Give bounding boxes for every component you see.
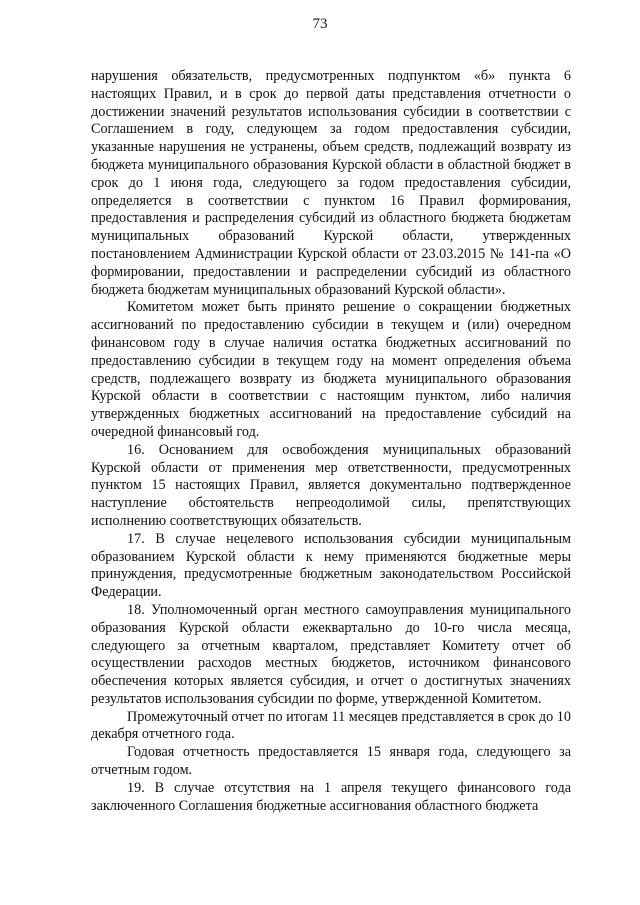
paragraph-annual-report: Годовая отчетность предоставляется 15 января года, следующего за отчетным годом. bbox=[91, 744, 571, 779]
paragraph-committee-decision: Комитетом может быть принято решение о сокращении бюджетных ассигнований по предоставлению субсидии в текущем и (или) очередном финансовом году в случае наличия остатка бюджетных ассигнований по предоставлению субсидии в текущем году на момент определения объема средств, подлежащего возврату из бюджета муниципального образования Курской области в соответствии с настоящим пунктом, либо наличия утвержденных бюджетных ассигнований на предоставление субсидий на очередной финансовый год. bbox=[91, 299, 571, 440]
paragraph-interim-report: Промежуточный отчет по итогам 11 месяцев представляется в срок до 10 декабря отчетного года. bbox=[91, 708, 571, 743]
document-body bbox=[91, 68, 571, 815]
paragraph-18: 18. Уполномоченный орган местного самоуправления муниципального образования Курской области ежеквартально до 10-го числа месяца, следующего за отчетным кварталом, представляет Комитету отчет об осуществлении расходов местных бюджетов, источником финансового обеспечения которых является субсидия, и отчет о достигнутых значениях результатов использования субсидии по форме, утвержденной Комитетом. bbox=[91, 601, 571, 707]
paragraph-16: 16. Основанием для освобождения муниципальных образований Курской области от применения мер ответственности, предусмотренных пунктом 15 настоящих Правил, является документально подтвержденное наступление обстоятельств непреодолимой силы, препятствующих исполнению соответствующих обязательств. bbox=[91, 441, 571, 529]
paragraph-19: 19. В случае отсутствия на 1 апреля текущего финансового года заключенного Соглашения бюджетные ассигнования областного бюджета bbox=[91, 779, 571, 814]
page-number: 73 bbox=[312, 16, 328, 32]
paragraph-17: 17. В случае нецелевого использования субсидии муниципальным образованием Курской области к нему применяются бюджетные меры принуждения, предусмотренные бюджетным законодательством Российской Федерации. bbox=[91, 530, 571, 601]
paragraph-continuation: нарушения обязательств, предусмотренных подпунктом «б» пункта 6 настоящих Правил, и в срок до первой даты представления отчетности о достижении значений результатов использования субсидии в соответствии с Соглашением в году, следующем за годом предоставления субсидии, указанные нарушения не устранены, объем средств, подлежащий возврату из бюджета муниципального образования Курской области в областной бюджет в срок до 1 июня года, следующего за годом предоставления субсидии, определяется в соответствии с пунктом 16 Правил формирования, предоставления и распределения субсидий из областного бюджета бюджетам муниципальных образований Курской области, утвержденных постановлением Администрации Курской области от 23.03.2015 № 141-па «О формировании, предоставлении и распределении субсидий из областного бюджета бюджетам муниципальных образований Курской области». bbox=[91, 68, 571, 298]
